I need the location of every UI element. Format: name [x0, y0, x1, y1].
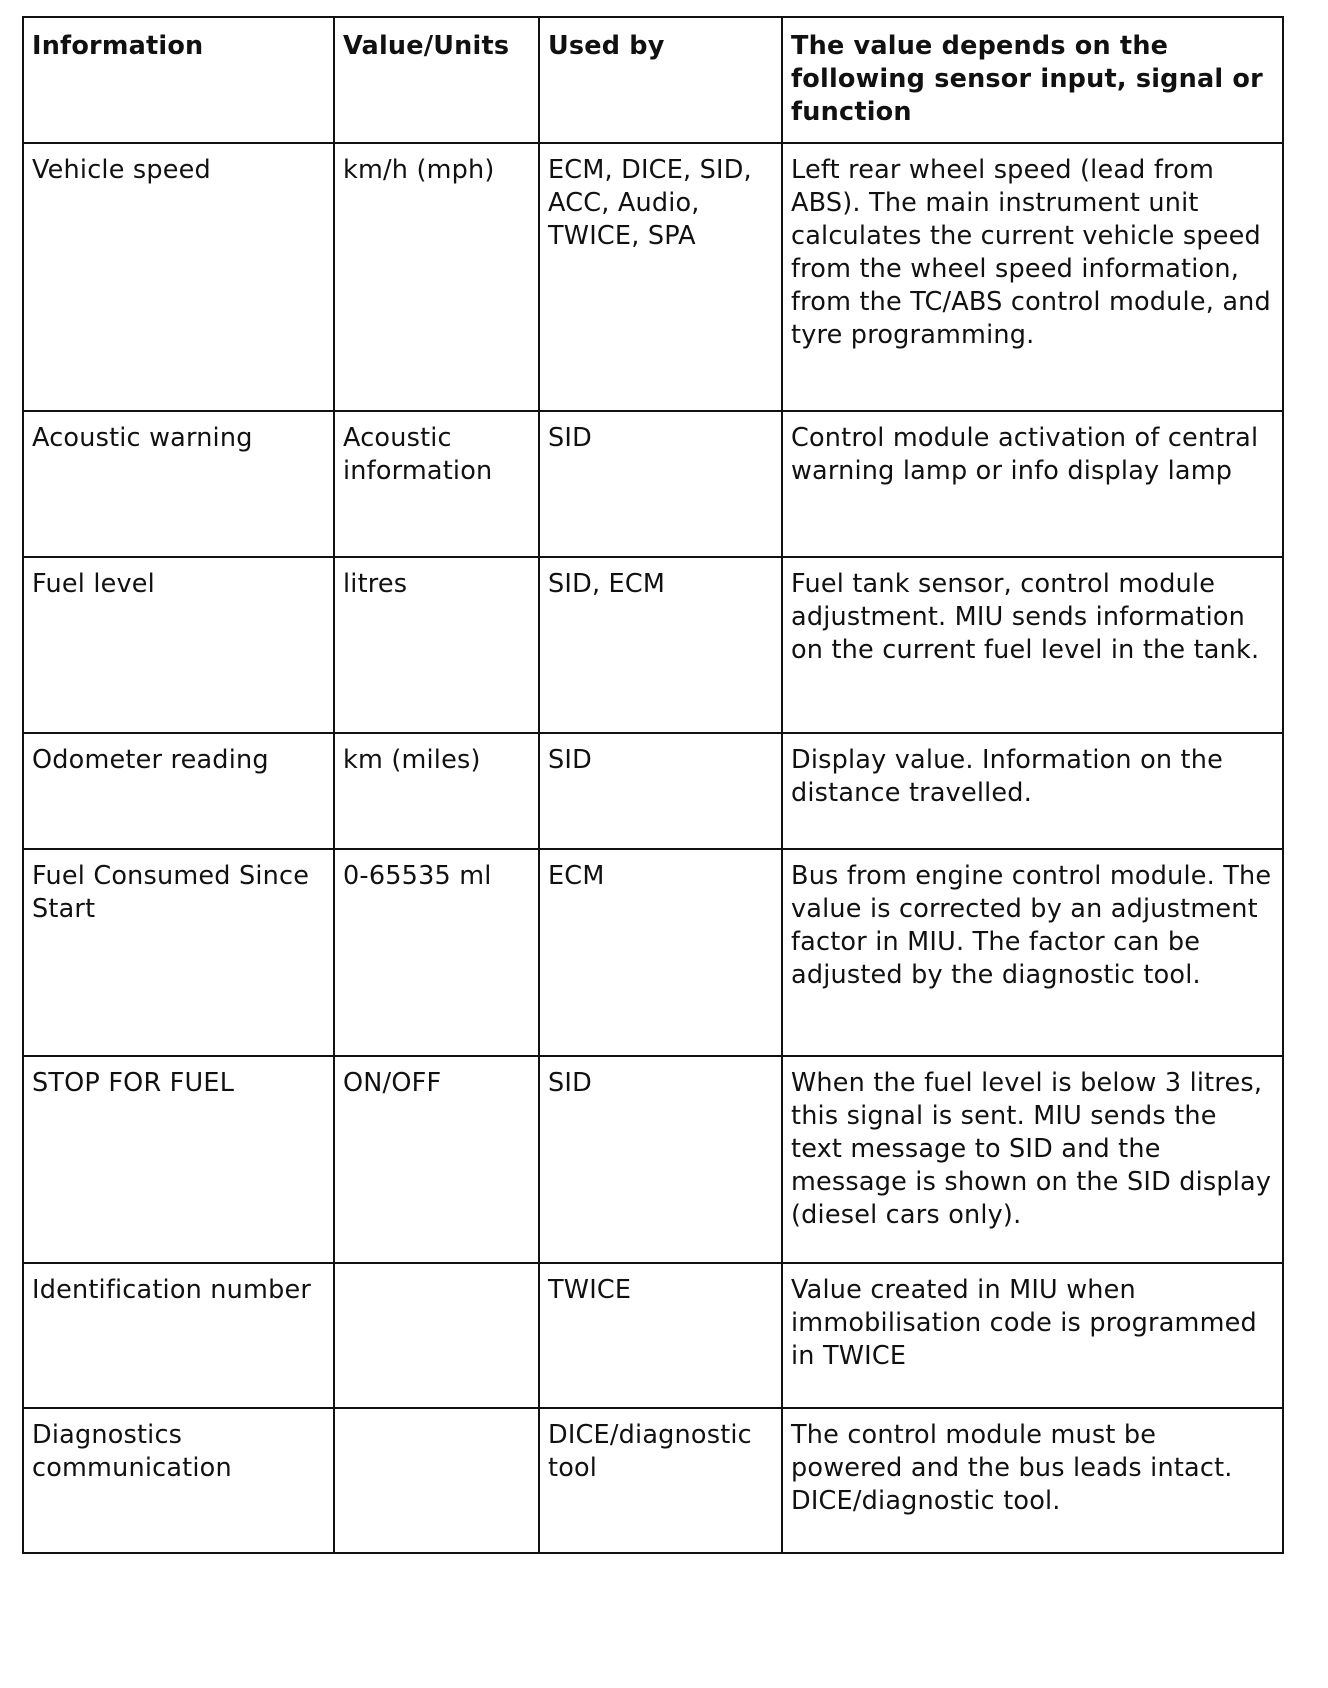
cell-used-by: ECM [539, 849, 782, 1056]
cell-information: Fuel Consumed Since Start [23, 849, 334, 1056]
table-body [23, 143, 1283, 1553]
header-information: Information [23, 17, 334, 143]
signal-information-table [22, 16, 1284, 1554]
cell-used-by: DICE/diagnostic tool [539, 1408, 782, 1553]
cell-used-by: ECM, DICE, SID, ACC, Audio, TWICE, SPA [539, 143, 782, 411]
cell-used-by: SID, ECM [539, 557, 782, 733]
cell-value-units: km (miles) [334, 733, 539, 849]
cell-depends-on: Display value. Information on the distance travelled. [782, 733, 1283, 849]
cell-information: STOP FOR FUEL [23, 1056, 334, 1263]
header-used-by: Used by [539, 17, 782, 143]
table-row [23, 733, 1283, 849]
header-depends-on: The value depends on the following sensor input, signal or function [782, 17, 1283, 143]
cell-value-units: litres [334, 557, 539, 733]
cell-used-by: SID [539, 733, 782, 849]
cell-value-units [334, 1263, 539, 1408]
table-header [23, 17, 1283, 143]
cell-used-by: SID [539, 1056, 782, 1263]
table-row [23, 1408, 1283, 1553]
cell-depends-on: When the fuel level is below 3 litres, this signal is sent. MIU sends the text message to SID and the message is shown on the SID display (diesel cars only). [782, 1056, 1283, 1263]
cell-information: Diagnostics communication [23, 1408, 334, 1553]
cell-depends-on: Fuel tank sensor, control module adjustment. MIU sends information on the current fuel level in the tank. [782, 557, 1283, 733]
cell-depends-on: Left rear wheel speed (lead from ABS). The main instrument unit calculates the current vehicle speed from the wheel speed information, from the TC/ABS control module, and tyre programming. [782, 143, 1283, 411]
header-value-units: Value/Units [334, 17, 539, 143]
cell-information: Odometer reading [23, 733, 334, 849]
cell-value-units: km/h (mph) [334, 143, 539, 411]
cell-used-by: TWICE [539, 1263, 782, 1408]
table-row [23, 849, 1283, 1056]
cell-depends-on: Bus from engine control module. The value is corrected by an adjustment factor in MIU. The factor can be adjusted by the diagnostic tool. [782, 849, 1283, 1056]
table-row [23, 1056, 1283, 1263]
table-row [23, 143, 1283, 411]
cell-value-units: 0-65535 ml [334, 849, 539, 1056]
table-row [23, 1263, 1283, 1408]
cell-information: Identification number [23, 1263, 334, 1408]
cell-depends-on: Control module activation of central warning lamp or info display lamp [782, 411, 1283, 557]
cell-value-units: ON/OFF [334, 1056, 539, 1263]
cell-information: Vehicle speed [23, 143, 334, 411]
cell-depends-on: The control module must be powered and the bus leads intact. DICE/diagnostic tool. [782, 1408, 1283, 1553]
cell-used-by: SID [539, 411, 782, 557]
cell-depends-on: Value created in MIU when immobilisation code is programmed in TWICE [782, 1263, 1283, 1408]
cell-information: Acoustic warning [23, 411, 334, 557]
cell-information: Fuel level [23, 557, 334, 733]
cell-value-units: Acoustic information [334, 411, 539, 557]
cell-value-units [334, 1408, 539, 1553]
table-row [23, 411, 1283, 557]
table-row [23, 557, 1283, 733]
header-row [23, 17, 1283, 143]
